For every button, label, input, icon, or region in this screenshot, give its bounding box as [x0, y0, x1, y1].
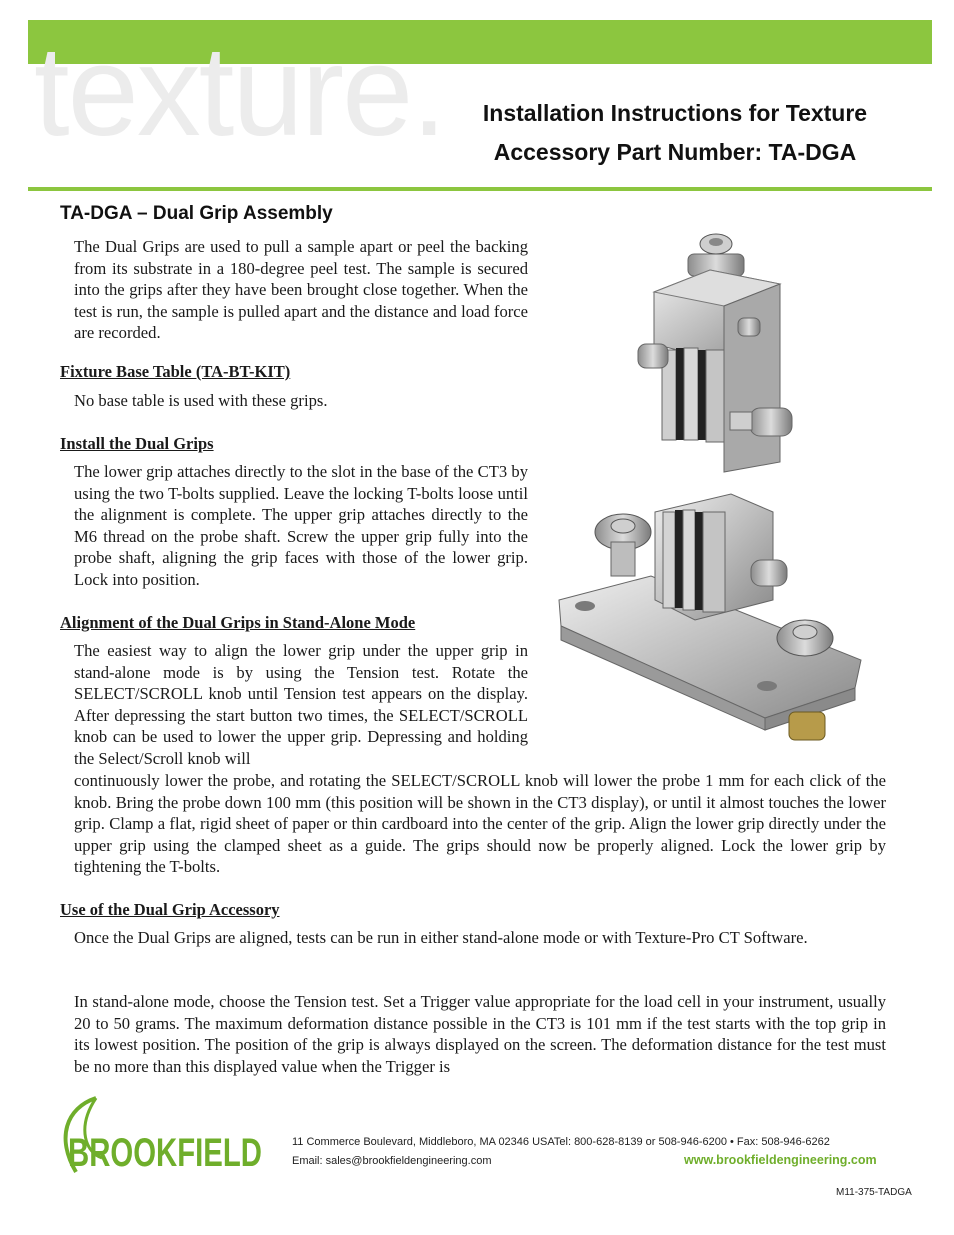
install-paragraph: The lower grip attaches directly to the slot in the base of the CT3 by using the two T-bolts supplied. Leave the locking T-bolts loose until the alignment is complete. The upper grip attaches directly to the M6 thread on the probe shaft. Screw the upper grip fully into the probe shaft, aligning the grip faces with those of the lower grip. Lock into position. — [74, 462, 528, 589]
footer-email[interactable]: Email: sales@brookfieldengineering.com — [292, 1155, 492, 1167]
fixture-heading: Fixture Base Table (TA-BT-KIT) — [60, 362, 291, 381]
intro-paragraph: The Dual Grips are used to pull a sample apart or peel the backing from its substrate in a 180-degree peel test. The sample is secured into the grips after they have been brought close together. When the test is run, the sample is pulled apart and the distance and load force are recorded. — [74, 237, 528, 343]
footer-website-link[interactable]: www.brookfieldengineering.com — [684, 1153, 877, 1167]
alignment-paragraph-part1: The easiest way to align the lower grip under the upper grip in stand-alone mode is by using the Tension test. Rotate the SELECT/SCROLL knob until Tension test appears on the display. After depressing the start button two times, the SELECT/SCROLL knob can be used to lower the upper grip. Depressing and holding the Select/Scroll knob will — [74, 641, 528, 768]
alignment-heading: Alignment of the Dual Grips in Stand-Alone Mode — [60, 613, 416, 632]
document-number: M11-375-TADGA — [836, 1187, 912, 1198]
lower-grip-photo — [555, 490, 867, 752]
install-heading: Install the Dual Grips — [60, 434, 214, 453]
use-paragraph-2: In stand-alone mode, choose the Tension test. Set a Trigger value appropriate for the load cell in your instrument, usually 20 to 50 grams. The maximum deformation distance possible in the CT3 is 101 mm if the test starts with the top grip in its lowest position. The position of the grip is always displayed on the screen. The deformation distance for the test must be no more than this displayed value when the Trigger is — [74, 992, 886, 1076]
brookfield-logo — [56, 1098, 266, 1174]
footer-address: 11 Commerce Boulevard, Middleboro, MA 02346 USATel: 800-628-8139 or 508-946-6200 • Fax: 508-946-6262 — [292, 1136, 830, 1148]
alignment-paragraph-part2: continuously lower the probe, and rotating the SELECT/SCROLL knob will lower the probe 1 mm for each click of the knob. Bring the probe down 100 mm (this position will be shown in the CT3 display), or until it almost touches the lower grip. Clamp a flat, rigid sheet of paper or thin cardboard into the center of the grip. Align the lower grip directly under the upper grip using the clamped sheet as a guide. The grips should now be properly aligned. Lock the lower grip by tightening the T-bolts. — [74, 771, 886, 877]
upper-grip-photo — [630, 222, 810, 477]
use-paragraph-1: Once the Dual Grips are aligned, tests can be run in either stand-alone mode or with Texture-Pro CT Software. — [74, 928, 808, 947]
title-line-1: Installation Instructions for Texture — [482, 100, 868, 126]
page-title — [440, 94, 910, 172]
fixture-paragraph: No base table is used with these grips. — [74, 391, 328, 410]
logo-wordmark: BROOKFIELD — [68, 1131, 262, 1175]
use-heading: Use of the Dual Grip Accessory — [60, 900, 280, 919]
section-title: TA-DGA – Dual Grip Assembly — [60, 203, 333, 224]
watermark-text: texture. — [34, 20, 445, 163]
title-line-2: Accessory Part Number: TA-DGA — [493, 139, 857, 165]
header-rule — [28, 187, 932, 191]
